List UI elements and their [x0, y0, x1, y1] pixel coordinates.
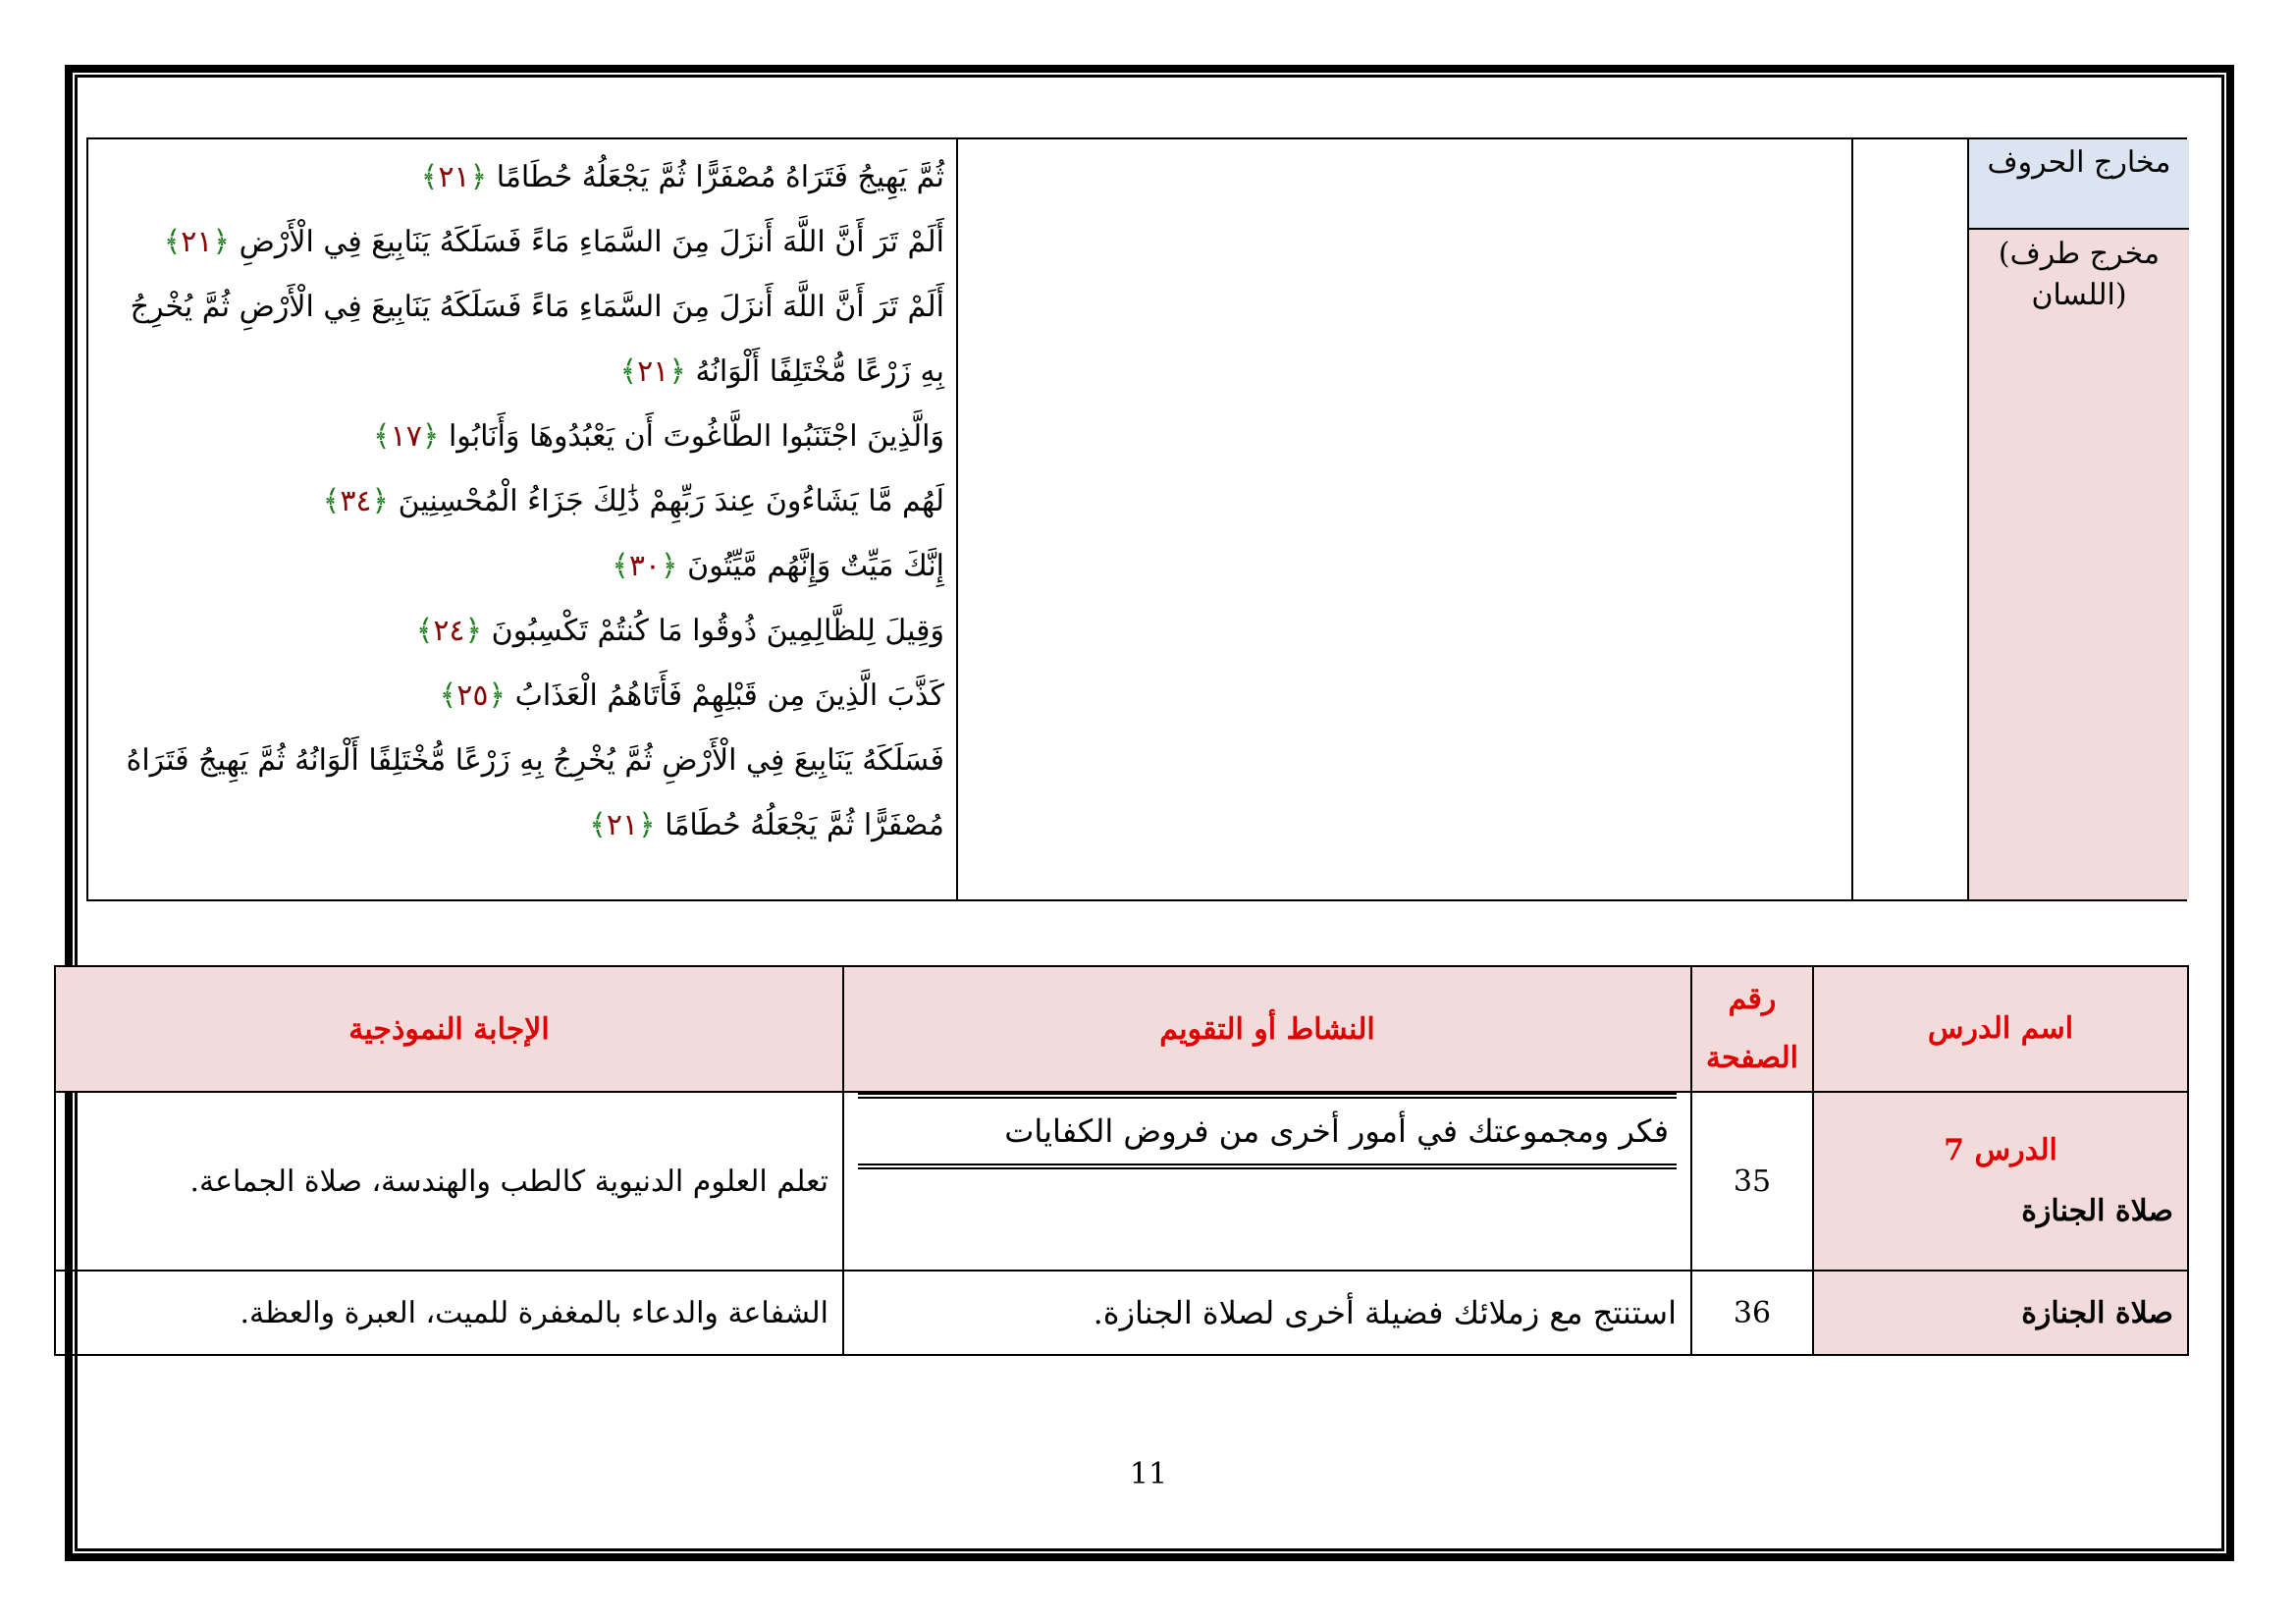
topic-header: مخارج الحروف	[1969, 139, 2189, 230]
header-lesson: اسم الدرس	[1813, 966, 2188, 1092]
verse-number-value: ٢١	[181, 225, 213, 259]
verse-number-value: ٣٠	[628, 549, 662, 583]
verse-text: بِهِ زَرْعًا مُّخْتَلِفًا أَلْوَانُهُ	[695, 354, 944, 389]
answer-cell: تعلم العلوم الدنيوية كالطب والهندسة، صلاة الجماعة.	[55, 1092, 843, 1271]
verse-text: فَسَلَكَهُ يَنَابِيعَ فِي الْأَرْضِ ثُمَّ يُخْرِجُ بِهِ زَرْعًا مُّخْتَلِفًا أَلْوَانُهُ ثُمَّ يَهِيجُ فَتَرَاهُ	[126, 743, 944, 778]
verse-line	[100, 793, 944, 858]
verse-number-value: ١٧	[390, 419, 422, 454]
verse-number: ﴿١٧﴾	[373, 419, 440, 454]
lesson-name: صلاة الجنازة	[2021, 1194, 2173, 1228]
verse-text: وَالَّذِينَ اجْتَنَبُوا الطَّاغُوتَ أَن يَعْبُدُوهَا وَأَنَابُوا	[448, 419, 944, 454]
verses-table	[86, 137, 2187, 901]
activities-table	[54, 965, 2187, 1354]
topic-column	[1967, 139, 2189, 899]
verses-column	[88, 139, 956, 899]
verse-text: أَلَمْ تَرَ أَنَّ اللَّهَ أَنزَلَ مِنَ السَّمَاءِ مَاءً فَسَلَكَهُ يَنَابِيعَ فِي الْأَرْضِ ثُمَّ يُخْرِجُ	[130, 290, 944, 324]
header-page: رقم الصفحة	[1691, 966, 1813, 1092]
lesson-name: صلاة الجنازة	[1813, 1271, 2188, 1355]
verse-number: ﴿٣٠﴾	[612, 549, 678, 583]
verse-number: ﴿٣٤﴾	[322, 484, 390, 518]
verse-text: ثُمَّ يَهِيجُ فَتَرَاهُ مُصْفَرًّا ثُمَّ يَجْعَلُهُ حُطَامًا	[496, 160, 944, 194]
verse-number: ﴿٢١﴾	[619, 354, 686, 389]
verse-line	[100, 145, 944, 210]
verse-line	[100, 210, 944, 275]
activity-cell	[843, 1092, 1691, 1271]
verse-text: كَذَّبَ الَّذِينَ مِن قَبْلِهِمْ فَأَتَاهُمُ الْعَذَابُ	[514, 678, 944, 713]
verse-number: ﴿٢١﴾	[163, 225, 231, 259]
table-row	[55, 1092, 2188, 1271]
activity-cell: استنتج مع زملائك فضيلة أخرى لصلاة الجنازة.	[843, 1271, 1691, 1355]
verse-number-value: ٢٤	[433, 614, 465, 648]
verse-line	[100, 534, 944, 599]
verse-number: ﴿٢٤﴾	[415, 614, 483, 648]
verse-text: وَقِيلَ لِلظَّالِمِينَ ذُوقُوا مَا كُنتُمْ تَكْسِبُونَ	[491, 614, 944, 648]
verse-text: إِنَّكَ مَيِّتٌ وَإِنَّهُم مَّيِّتُونَ	[687, 549, 944, 583]
verse-number-value: ٢١	[606, 808, 639, 842]
verse-number: ﴿٢١﴾	[589, 808, 656, 842]
verse-line	[100, 340, 944, 405]
page-cell: 35	[1691, 1092, 1813, 1271]
verse-number: ﴿٢٥﴾	[439, 678, 507, 713]
verse-line	[100, 405, 944, 469]
verse-number-value: ٢٥	[456, 678, 489, 713]
lesson-cell	[1813, 1092, 2188, 1271]
verse-number-value: ٣٤	[340, 484, 372, 518]
header-answer: الإجابة النموذجية	[55, 966, 843, 1092]
verse-text: مُصْفَرًّا ثُمَّ يَجْعَلُهُ حُطَامًا	[665, 808, 944, 842]
verse-text: أَلَمْ تَرَ أَنَّ اللَّهَ أَنزَلَ مِنَ السَّمَاءِ مَاءً فَسَلَكَهُ يَنَابِيعَ فِي الْأَرْضِ	[239, 225, 944, 259]
verse-text: لَهُم مَّا يَشَاءُونَ عِندَ رَبِّهِمْ ذَٰلِكَ جَزَاءُ الْمُحْسِنِينَ	[398, 484, 944, 518]
page-number: 11	[1129, 1457, 1168, 1491]
verse-line	[100, 729, 944, 793]
activity-text: فكر ومجموعتك في أمور أخرى من فروض الكفايات	[858, 1093, 1677, 1169]
lesson-number: الدرس 7	[1944, 1133, 2057, 1167]
empty-column-1	[956, 139, 1851, 899]
answer-cell: الشفاعة والدعاء بالمغفرة للميت، العبرة والعظة.	[55, 1271, 843, 1355]
empty-column-2	[1851, 139, 1967, 899]
table-header-row	[55, 966, 2188, 1092]
verses-list	[100, 145, 944, 858]
verse-line	[100, 275, 944, 340]
verse-number-value: ٢١	[637, 354, 669, 389]
verse-line	[100, 599, 944, 664]
verse-number: ﴿٢١﴾	[420, 160, 488, 194]
verse-line	[100, 664, 944, 729]
verse-line	[100, 469, 944, 534]
topic-body: (مخرج طرف اللسان)	[1998, 237, 2161, 312]
verse-number-value: ٢١	[438, 160, 470, 194]
page-cell: 36	[1691, 1271, 1813, 1355]
table-row	[55, 1271, 2188, 1355]
header-activity: النشاط أو التقويم	[843, 966, 1691, 1092]
